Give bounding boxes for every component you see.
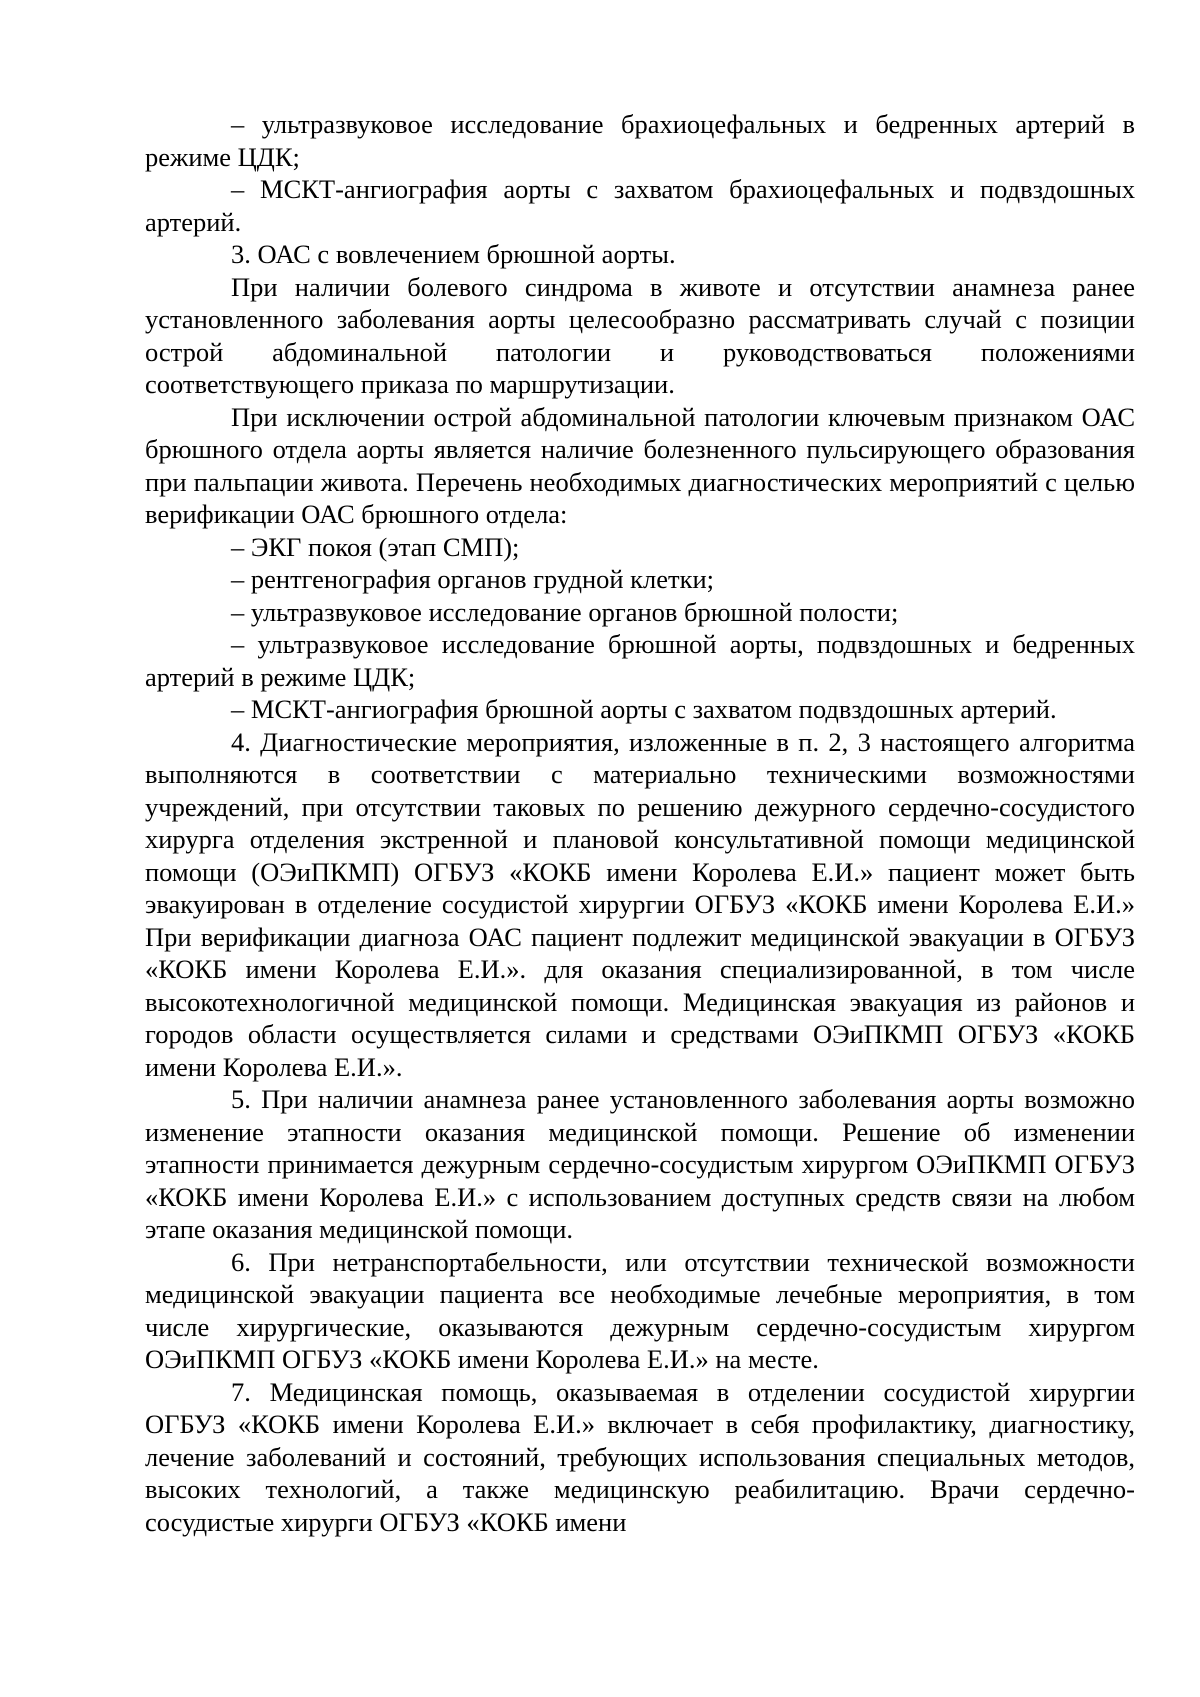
document-body	[145, 108, 1135, 1538]
paragraph-bullet-usdg-aorta: – ультразвуковое исследование брюшной аорты, подвздошных и бедренных артерий в режиме ЦДК;	[145, 629, 1135, 692]
paragraph-bullet-ecg: – ЭКГ покоя (этап СМП);	[231, 531, 520, 562]
paragraph-abdominal-pain: При наличии болевого синдрома в животе и отсутствии анамнеза ранее установленного заболевания аорты целесообразно рассматривать случай с позиции острой абдоминальной патологии и руководствоваться положениями соответствующего приказа по маршрутизации.	[145, 271, 1135, 399]
paragraph-bullet-usdg-brachiocephalic: – ультразвуковое исследование брахиоцефальных и бедренных артерий в режиме ЦДК;	[145, 109, 1135, 172]
paragraph-item-5: 5. При наличии анамнеза ранее установленного заболевания аорты возможно изменение этапности оказания медицинской помощи. Решение об изменении этапности принимается дежурным сердечно-сосудистым хирургом ОЭиПКМП ОГБУЗ «КОКБ имени Королева Е.И.» с использованием доступных средств связи на любом этапе оказания медицинской помощи.	[145, 1084, 1135, 1244]
paragraph-abdominal-diagnostics-intro: При исключении острой абдоминальной патологии ключевым признаком ОАС брюшного отдела аорты является наличие болезненного пульсирующего образования при пальпации живота. Перечень необходимых диагностических мероприятий с целью верификации ОАС брюшного отдела:	[145, 401, 1135, 529]
paragraph-bullet-xray: – рентгенография органов грудной клетки;	[231, 564, 715, 594]
paragraph-item-6: 6. При нетранспортабельности, или отсутствии технической возможности медицинской эвакуации пациента все необходимые лечебные мероприятия, в том числе хирургические, оказываются дежурным сердечно-сосудистым хирургом ОЭиПКМП ОГБУЗ «КОКБ имени Королева Е.И.» на месте.	[145, 1246, 1135, 1374]
paragraph-item-7: 7. Медицинская помощь, оказываемая в отделении сосудистой хирургии ОГБУЗ «КОКБ имени Королева Е.И.» включает в себя профилактику, диагностику, лечение заболеваний и состояний, требующих использования специальных методов, высоких технологий, а также медицинскую реабилитацию. Врачи сердечно-сосудистые хирурги ОГБУЗ «КОКБ имени	[145, 1376, 1135, 1537]
paragraph-bullet-usdg-abdomen: – ультразвуковое исследование органов брюшной полости;	[231, 596, 899, 627]
paragraph-item-4: 4. Диагностические мероприятия, изложенные в п. 2, 3 настоящего алгоритма выполняются в соответствии с материально техническими возможностями учреждений, при отсутствии таковых по решению дежурного сердечно-сосудистого хирурга отделения экстренной и плановой консультативной помощи медицинской помощи (ОЭиПКМП) ОГБУЗ «КОКБ имени Королева Е.И.» пациент может быть эвакуирован в отделение сосудистой хирургии ОГБУЗ «КОКБ имени Королева Е.И.» При верификации диагноза ОАС пациент подлежит медицинской эвакуации в ОГБУЗ «КОКБ имени Королева Е.И.». для оказания специализированной, в том числе высокотехнологичной медицинской помощи. Медицинская эвакуация из районов и городов области осуществляется силами и средствами ОЭиПКМП ОГБУЗ «КОКБ имени Королева Е.И.».	[145, 726, 1135, 1082]
paragraph-bullet-msct-abdominal: – МСКТ-ангиография брюшной аорты с захватом подвздошных артерий.	[231, 694, 1057, 724]
paragraph-item-3-heading: 3. ОАС с вовлечением брюшной аорты.	[231, 239, 676, 269]
paragraph-bullet-msct-brachiocephalic: – МСКТ-ангиография аорты с захватом брахиоцефальных и подвздошных артерий.	[145, 174, 1135, 237]
